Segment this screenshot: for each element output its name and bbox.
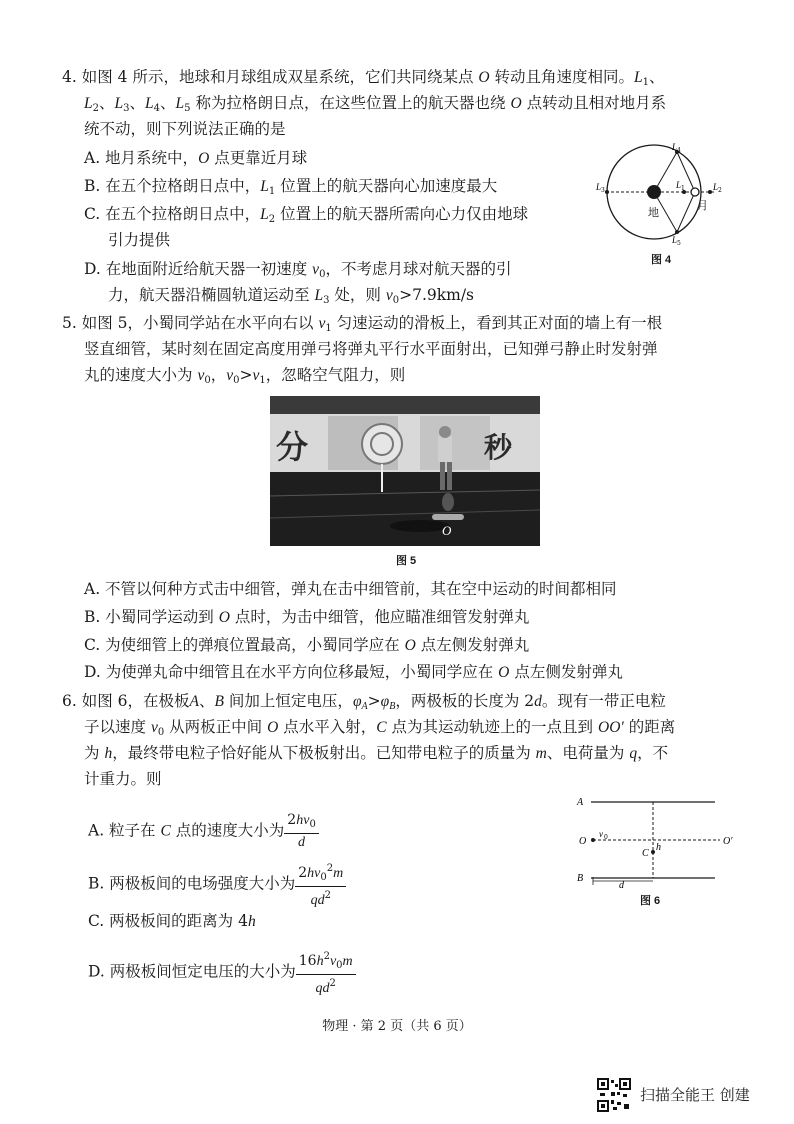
q4-stem-line-1: 4. 如图 4 所示，地球和月球组成双星系统，它们共同绕某点 O 转动且角速度相同。$L_1$、 bbox=[62, 68, 665, 88]
q6-stem-line-3: 为 h，最终带电粒子恰好能从下极板射出。已知带电粒子的质量为 m、电荷量为 q，不 bbox=[84, 744, 669, 762]
figure-5-wall-char-1: 分 bbox=[276, 428, 309, 466]
svg-text:h: h bbox=[656, 842, 661, 853]
figure-6-diagram bbox=[575, 792, 745, 892]
svg-text:C: C bbox=[642, 848, 649, 859]
q4-option-b: B. 在五个拉格朗日点中，$L_1$ 位置上的航天器向心加速度最大 bbox=[84, 177, 498, 197]
q4-option-a: A. 地月系统中，O 点更靠近月球 bbox=[84, 149, 308, 167]
svg-text:O: O bbox=[579, 836, 587, 847]
q5-stem-line-3: 丸的速度大小为 $v_0$，$v_0>v_1$，忽略空气阻力，则 bbox=[84, 366, 406, 386]
svg-text:2: 2 bbox=[718, 187, 722, 194]
svg-text:L: L bbox=[713, 182, 719, 192]
svg-text:A: A bbox=[577, 797, 584, 808]
q5-stem-line-1: 5. 如图 5，小蜀同学站在水平向右以 $v_1$ 匀速运动的滑板上，看到其正对面的墙上有一根 bbox=[62, 314, 663, 334]
svg-text:1: 1 bbox=[681, 185, 685, 192]
q6-option-b: B. 两极板间的电场强度大小为 $\frac{2hv_0^2m}{qd^2}$ bbox=[88, 860, 346, 909]
svg-text:L: L bbox=[672, 142, 678, 152]
figure-5-caption: 图 5 bbox=[396, 555, 417, 567]
q6-option-a: A. 粒子在 C 点的速度大小为 $\frac{2hv_0}{d}$ bbox=[88, 812, 319, 851]
q4-option-c: C. 在五个拉格朗日点中，$L_2$ 位置上的航天器所需向心力仅由地球 bbox=[84, 205, 529, 225]
q4-option-d: D. 在地面附近给航天器一初速度 $v_0$，不考虑月球对航天器的引 bbox=[84, 260, 512, 280]
svg-text:L: L bbox=[596, 182, 602, 192]
svg-text:0: 0 bbox=[604, 834, 608, 841]
figure-4-earth-label: 地 bbox=[648, 207, 659, 219]
q6-option-c: C. 两极板间的距离为 4h bbox=[88, 912, 256, 930]
figure-6-caption: 图 6 bbox=[640, 895, 661, 907]
figure-5-photo bbox=[270, 396, 540, 546]
figure-5-wall-char-2: 秒 bbox=[484, 431, 513, 464]
svg-text:L: L bbox=[676, 180, 682, 190]
q4-option-d-cont: 力，航天器沿椭圆轨道运动至 $L_3$ 处，则 $v_0>7.9km/s$ bbox=[108, 286, 475, 306]
page-footer: 物理 · 第 2 页（共 6 页） bbox=[322, 1019, 472, 1034]
svg-text:B: B bbox=[577, 873, 584, 884]
svg-text:4: 4 bbox=[677, 147, 681, 154]
q5-option-b: B. 小蜀同学运动到 O 点时，为击中细管，他应瞄准细管发射弹丸 bbox=[84, 608, 530, 626]
svg-text:5: 5 bbox=[677, 240, 681, 247]
svg-text:O′: O′ bbox=[723, 836, 733, 847]
q6-stem-line-1: 6. 如图 6，在极板A、B 间加上恒定电压，$\varphi_A>\varphi_B$，两极板的长度为 2d。现有一带正电粒 bbox=[62, 692, 666, 712]
q6-stem-line-2: 子以速度 $v_0$ 从两板正中间 O 点水平入射，C 点为其运动轨迹上的一点且到 OO′ 的距离 bbox=[84, 718, 676, 738]
scanner-watermark: 扫描全能王 创建 bbox=[640, 1086, 750, 1104]
svg-text:3: 3 bbox=[601, 187, 605, 194]
svg-text:L: L bbox=[672, 235, 678, 245]
qr-code-icon bbox=[597, 1078, 631, 1112]
q6-stem-line-4: 计重力。则 bbox=[84, 770, 162, 788]
q5-option-a: A. 不管以何种方式击中细管，弹丸在击中细管前，其在空中运动的时间都相同 bbox=[84, 580, 617, 598]
q5-option-d: D. 为使弹丸命中细管且在水平方向位移最短，小蜀同学应在 O 点左侧发射弹丸 bbox=[84, 663, 623, 681]
q5-stem-line-2: 竖直细管，某时刻在固定高度用弹弓将弹丸平行水平面射出，已知弹弓静止时发射弹 bbox=[84, 340, 658, 358]
q4-stem-line-3: 统不动，则下列说法正确的是 bbox=[84, 120, 286, 138]
figure-4-caption: 图 4 bbox=[651, 254, 672, 266]
svg-text:d: d bbox=[619, 880, 624, 891]
figure-5-point-o: O bbox=[442, 523, 452, 538]
figure-4-moon-label: 月 bbox=[697, 200, 708, 212]
q6-option-d: D. 两极板间恒定电压的大小为 $\frac{16h^2v_0m}{qd^2}$ bbox=[88, 948, 356, 997]
q4-option-c-cont: 引力提供 bbox=[108, 231, 171, 249]
q4-stem-line-2: $L_2$、$L_3$、$L_4$、$L_5$ 称为拉格朗日点，在这些位置上的航天器也绕 O 点转动且相对地月系 bbox=[84, 94, 667, 114]
svg-text:v: v bbox=[599, 829, 603, 839]
q5-option-c: C. 为使细管上的弹痕位置最高，小蜀同学应在 O 点左侧发射弹丸 bbox=[84, 636, 530, 654]
